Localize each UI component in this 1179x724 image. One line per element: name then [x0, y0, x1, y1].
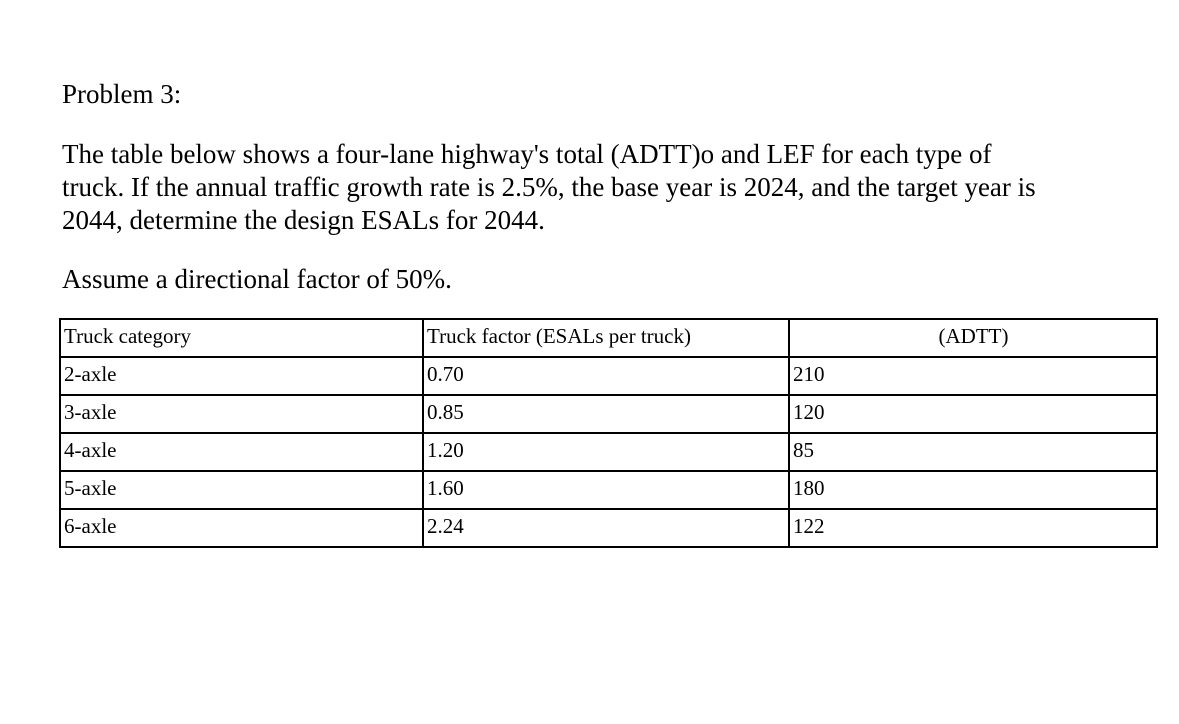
- table-row: [60, 395, 1157, 433]
- problem-heading: Problem 3:: [62, 79, 182, 109]
- problem-statement-line: The table below shows a four-lane highway's total (ADTT)o and LEF for each type of: [62, 139, 992, 169]
- cell-truck-factor: 1.20: [423, 433, 789, 471]
- cell-truck-category: 2-axle: [60, 357, 423, 395]
- cell-adtt: 85: [789, 433, 1157, 471]
- header-adtt: (ADTT): [789, 319, 1157, 357]
- problem-statement-line: 2044, determine the design ESALs for 2044.: [62, 205, 545, 235]
- header-truck-category: Truck category: [60, 319, 423, 357]
- header-truck-factor: Truck factor (ESALs per truck): [423, 319, 789, 357]
- truck-data-table: [59, 318, 1158, 548]
- table-header-row: [60, 319, 1157, 357]
- assumption-text: Assume a directional factor of 50%.: [62, 264, 452, 294]
- cell-adtt: 120: [789, 395, 1157, 433]
- cell-adtt: 122: [789, 509, 1157, 547]
- cell-truck-factor: 0.70: [423, 357, 789, 395]
- cell-truck-category: 3-axle: [60, 395, 423, 433]
- cell-truck-category: 4-axle: [60, 433, 423, 471]
- table-row: [60, 357, 1157, 395]
- cell-truck-factor: 0.85: [423, 395, 789, 433]
- cell-adtt: 180: [789, 471, 1157, 509]
- cell-truck-factor: 1.60: [423, 471, 789, 509]
- cell-truck-category: 6-axle: [60, 509, 423, 547]
- table-row: [60, 509, 1157, 547]
- cell-adtt: 210: [789, 357, 1157, 395]
- problem-statement: [62, 138, 1162, 237]
- cell-truck-category: 5-axle: [60, 471, 423, 509]
- table-row: [60, 471, 1157, 509]
- table-row: [60, 433, 1157, 471]
- cell-truck-factor: 2.24: [423, 509, 789, 547]
- problem-statement-line: truck. If the annual traffic growth rate is 2.5%, the base year is 2024, and the target year is: [62, 172, 1036, 202]
